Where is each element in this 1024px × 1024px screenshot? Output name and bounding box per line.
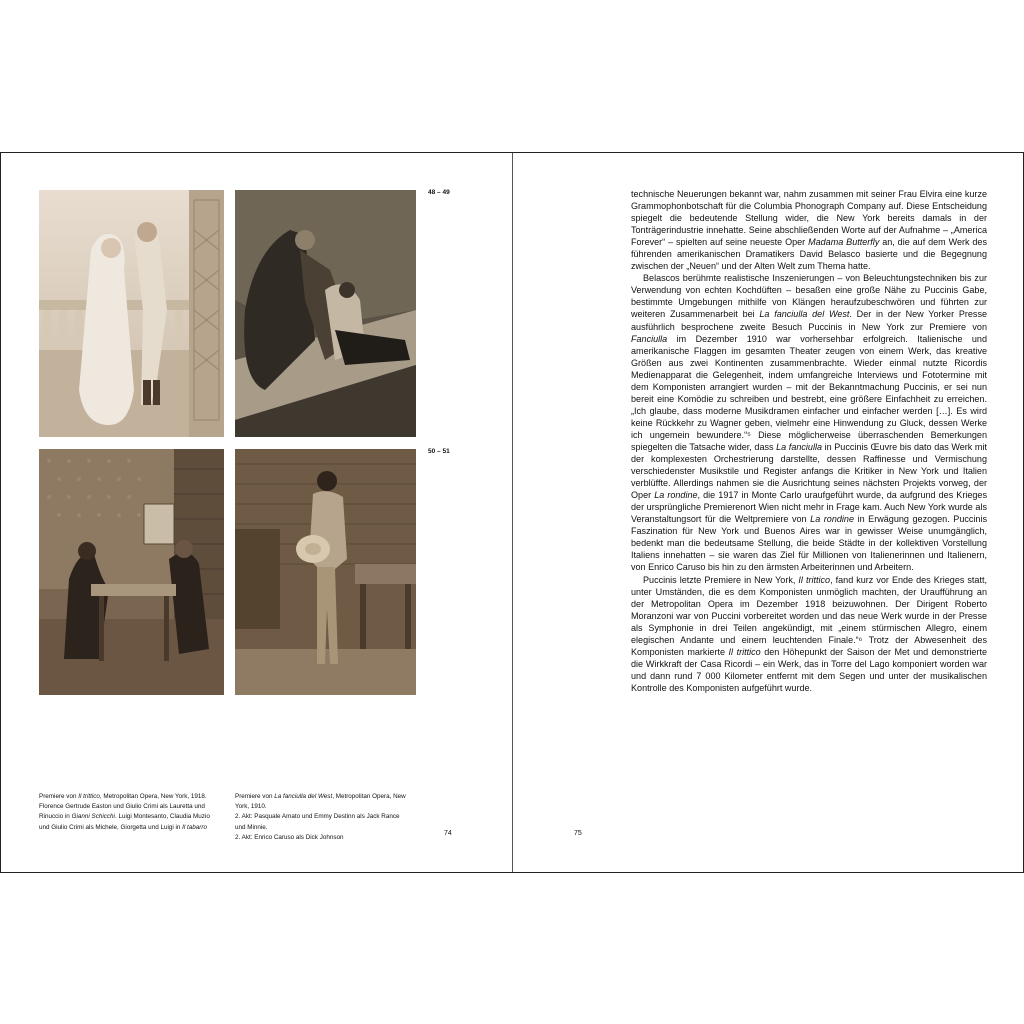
body-text (631, 188, 987, 694)
photo-il-tabarro (235, 190, 416, 437)
paragraph: Belascos berühmte realistische Inszenierungen – von Beleuchtungstechniken bis zur Verwendung von echten Kochdüften – besaßen eine große Nähe zu Puccinis Gabe, bestimmte Umgebungen mithilfe von Klängen heraufzubeschwören und führten zur weiteren Zusammenarbeit bei La fanciulla del West. Der in der New Yorker Presse ausführlich besprochene zweite Besuch Puccinis in New York zur Premiere von Fanciulla im Dezember 1910 war vorhersehbar erfolgreich. Italienische und amerikanische Flaggen im gesamten Theater zeugen von einem Werk, das kreative Größen aus zwei Kontinenten zusammenbrachte. Wieder einmal nutzte Ricordis Medienapparat die Gelegenheit, indem umfangreiche Interviews und Fototermine mit dem Komponisten arrangiert wurden – mit der Bekanntmachung Puccinis, er sei nun bereit eine Komödie zu schreiben und bestrebt, eine größere Einfachheit zu erreichen. „Ich glaube, dass moderne Musikdramen einfacher und einfacher werden […]. Es wird keine Rückkehr zu Wagner geben, vielmehr eine Hinwendung zu Gluck, dessen Werke ich ungemein bewundere.“⁵ Diese möglicherweise überraschenden Bemerkungen spiegelten die Tatsache wider, dass La fanciulla in Puccinis Œuvre bis dato das Werk mit der komplexesten Orchestrierung darstellte, dessen Raffinesse und Vermischung verschiedenster Musikstile und Register anfangs die Kritiker in New York und Italien verblüffte. Allerdings nahmen sie die Ausrichtung seines nächsten Projekts vorweg, der Oper La rondine, die 1917 in Monte Carlo uraufgeführt wurde, da aufgrund des Krieges der ursprüngliche Premierenort Wien nicht mehr in Frage kam. Auch New York wurde als Veranstaltungsort für die Weltpremiere von La rondine in Erwägung gezogen. Puccinis Faszination für New York und Buenos Aires war in gewisser Weise unumgänglich, bedenkt man die bedeutsame Stellung, die beide Städte in der kollektiven Vorstellung Italiens innehatten – sie waren das Ziel für Millionen von Italienerinnen und Italienern, von Enrico Caruso bis hin zu den ärmsten Arbeiterinnen und Arbeitern. (631, 273, 987, 573)
photo-il-tabarro-image (235, 190, 416, 437)
photo-gianni-schicchi-image (39, 190, 224, 437)
right-page (512, 153, 1024, 872)
photo-fanciulla-act2-caruso (235, 449, 416, 695)
photo-fanciulla-act2-card-game-image (39, 449, 224, 695)
paragraph: technische Neuerungen bekannt war, nahm zusammen mit seiner Frau Elvira eine kurze Grammophonbotschaft für die Columbia Phonograph Company auf. Diese Entscheidung spiegelt die bedeutende Stellung wider, die New York bereits damals in der Tonträgerindustrie innehatte. Seine abschließenden Worte auf der Aufnahme – „America Forever“ – spielten auf seine neueste Oper Madama Butterfly an, die auf dem Werk des führenden amerikanischen Dramatikers David Belasco basierte und die Begegnung zwischen der „Neuen“ und der Alten Welt zum Thema hatte. (631, 189, 987, 272)
figure-reference: 48 – 49 (428, 189, 450, 196)
left-page (0, 153, 512, 872)
photo-caption: Premiere von Il trittico, Metropolitan Opera, New York, 1918. Florence Gertrude Easton und Giulio Crimi als Lauretta und Rinuccio in Gianni Schicchi. Luigi Montesanto, Claudia Muzio und Giulio Crimi als Michele, Giorgetta und Luigi in Il tabarro (39, 793, 210, 831)
book-spread (0, 152, 1024, 873)
photo-fanciulla-act2-caruso-image (235, 449, 416, 695)
figure-reference: 50 – 51 (428, 448, 450, 455)
paragraph: Puccinis letzte Premiere in New York, Il trittico, fand kurz vor Ende des Krieges statt, unter Umständen, die es dem Komponisten unmöglich machten, der Uraufführung an der Metropolitan Opera im Dezember 1918 beizuwohnen. Der Dirigent Roberto Moranzoni war von Puccini vorbereitet worden und das neue Werk wurde in der Presse als Symphonie in drei Teilen angekündigt, mit „einem stürmischen Allegro, einem elegischen Andante und einem leuchtenden Finale.“⁶ Trotz der Abwesenheit des Komponisten markierte Il trittico den Höhepunkt der Saison der Met und demonstrierte die Wirkkraft der Casa Ricordi – ein Werk, das in Torre del Lago komponiert worden war und dann rund 7 000 Kilometer entfernt mit dem Segen und unter der musikalischen Kontrolle des Komponisten aufgeführt wurde. (631, 574, 987, 693)
page-number: 75 (574, 830, 582, 837)
photo-caption: Premiere von La fanciulla del West, Metropolitan Opera, New York, 1910. 2. Akt: Pasquale Amato und Emmy Destinn als Jack Rance und Minnie. 2. Akt: Enrico Caruso als Dick Johnson (235, 793, 406, 841)
photo-gianni-schicchi (39, 190, 224, 437)
photo-fanciulla-act2-card-game (39, 449, 224, 695)
page-number: 74 (444, 830, 452, 837)
